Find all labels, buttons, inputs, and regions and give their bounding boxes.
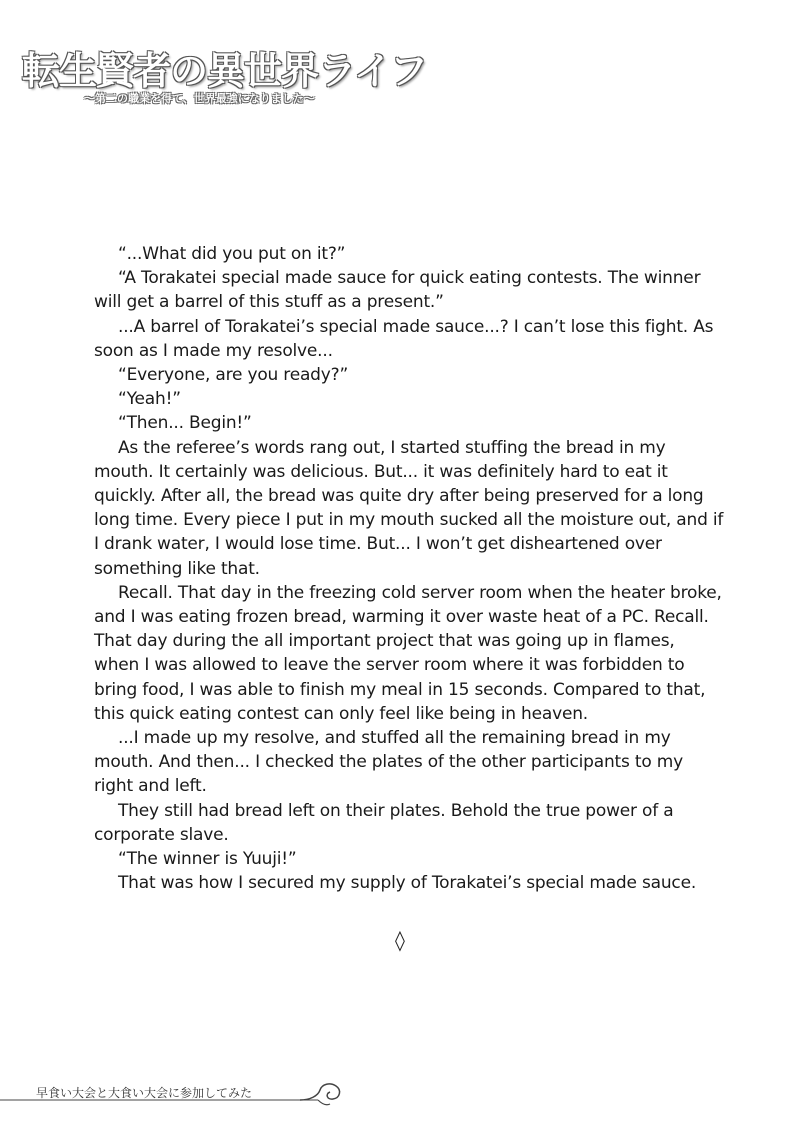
- logo-subtitle: 〜第二の職業を得て、世界最強になりました〜: [84, 92, 315, 105]
- paragraph: That was how I secured my supply of Torakatei’s special made sauce.: [118, 873, 697, 894]
- paragraph: “Everyone, are you ready?”: [118, 365, 349, 386]
- paragraph: As the referee’s words rang out, I started stuffing the bread in my mouth. It certainly was delicious. But... it was definitely hard to eat it quickly. After all, the bread was quite dry after being preserved for a long long time. Every piece I put in my mouth sucked all the moisture out, and if I drank water, I would lose time. But... I won’t get disheartened over something like that.: [94, 437, 724, 579]
- logo-title: 転生賢者の異世界ライフ: [22, 48, 427, 93]
- paragraph: “Yeah!”: [118, 389, 181, 410]
- body-text: [94, 242, 724, 895]
- paragraph: “...What did you put on it?”: [118, 244, 346, 264]
- scene-separator: ◊: [395, 928, 405, 952]
- paragraph: They still had bread left on their plates. Behold the true power of a corporate slave.: [94, 800, 674, 845]
- paragraph: Recall. That day in the freezing cold server room when the heater broke, and I was eating frozen bread, warming it over waste heat of a PC. Recall. That day during the all important project that was going up in flames, when I was allowed to leave the server room where it was forbidden to bring food, I was able to finish my meal in 15 seconds. Compared to that, this quick eating contest can only feel like being in heaven.: [94, 582, 722, 724]
- paragraph: ...I made up my resolve, and stuffed all the remaining bread in my mouth. And then... I checked the plates of the other participants to my right and left.: [94, 728, 683, 797]
- chapter-title: 早食い大会と大食い大会に参加してみた: [36, 1086, 253, 1100]
- paragraph: ...A barrel of Torakatei’s special made sauce...? I can’t lose this fight. As soon as I made my resolve...: [94, 316, 714, 361]
- paragraph: “A Torakatei special made sauce for quick eating contests. The winner will get a barrel of this stuff as a present.”: [94, 268, 701, 313]
- page-footer: [0, 1070, 360, 1110]
- series-logo: [22, 40, 427, 110]
- paragraph: “The winner is Yuuji!”: [118, 849, 297, 870]
- paragraph: “Then... Begin!”: [118, 413, 252, 434]
